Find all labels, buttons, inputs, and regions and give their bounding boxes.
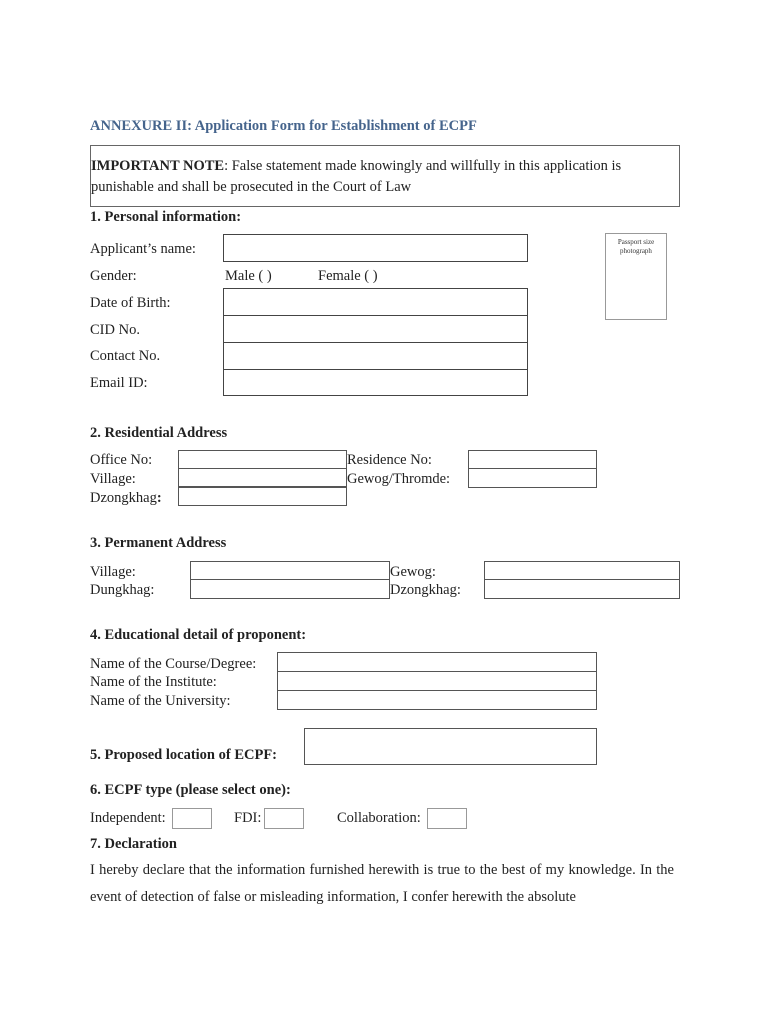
course-label: Name of the Course/Degree: [90, 656, 257, 672]
university-label: Name of the University: [90, 693, 231, 709]
passport-photo-label: Passport size photograph [617, 238, 655, 255]
gewog-thromde-field[interactable] [468, 468, 597, 488]
section-location-heading: 5. Proposed location of ECPF: [90, 747, 278, 763]
dungkhag-label: Dungkhag: [90, 582, 155, 598]
contact-label: Contact No. [90, 348, 161, 364]
gender-male-option[interactable]: Male ( ) [225, 268, 272, 284]
declaration-text: I hereby declare that the information furnished herewith is true to the best of my knowledge. In the event of detection of false or misleading information, I confer herewith the absolute [90, 862, 674, 905]
university-field[interactable] [277, 690, 597, 710]
gewog-thromde-label: Gewog/Thromde: [347, 471, 451, 487]
residential-village-field[interactable] [178, 468, 347, 487]
passport-photo-box[interactable] [605, 233, 667, 320]
contact-field[interactable] [223, 342, 528, 370]
gender-label: Gender: [90, 268, 137, 284]
section-education-heading: 4. Educational detail of proponent: [90, 627, 307, 643]
independent-checkbox[interactable] [172, 808, 212, 829]
section-type-heading: 6. ECPF type (please select one): [90, 782, 291, 798]
permanent-village-label: Village: [90, 564, 136, 580]
permanent-village-field[interactable] [190, 561, 390, 580]
dungkhag-field[interactable] [190, 579, 390, 599]
institute-label: Name of the Institute: [90, 674, 217, 690]
residence-no-label: Residence No: [347, 452, 432, 468]
important-note-text: : False statement made knowingly and willfully in this application is punishable and shall be prosecuted in the Court of Law [91, 158, 622, 195]
section-residential-heading: 2. Residential Address [90, 425, 228, 441]
office-no-label: Office No: [90, 452, 153, 468]
residence-no-field[interactable] [468, 450, 597, 469]
email-field[interactable] [223, 369, 528, 396]
course-field[interactable] [277, 652, 597, 672]
institute-field[interactable] [277, 671, 597, 691]
residential-dzongkhag-field[interactable] [178, 487, 347, 506]
form-title: ANNEXURE II: Application Form for Establishment of ECPF [90, 118, 477, 134]
dob-label: Date of Birth: [90, 295, 171, 311]
applicant-name-field[interactable] [223, 234, 528, 262]
office-no-field[interactable] [178, 450, 347, 469]
email-label: Email ID: [90, 375, 148, 391]
gender-female-option[interactable]: Female ( ) [318, 268, 378, 284]
independent-label: Independent: [90, 810, 166, 826]
fdi-checkbox[interactable] [264, 808, 304, 829]
collaboration-label: Collaboration: [337, 810, 421, 826]
important-note-box [90, 145, 680, 207]
collaboration-checkbox[interactable] [427, 808, 467, 829]
applicant-name-label: Applicant’s name: [90, 241, 196, 257]
section-permanent-heading: 3. Permanent Address [90, 535, 227, 551]
residential-village-label: Village: [90, 471, 136, 487]
fdi-label: FDI: [234, 810, 262, 826]
important-note-heading: IMPORTANT NOTE [91, 158, 225, 174]
permanent-gewog-label: Gewog: [390, 564, 436, 580]
permanent-dzongkhag-label: Dzongkhag: [390, 582, 461, 598]
cid-label: CID No. [90, 322, 140, 338]
permanent-dzongkhag-field[interactable] [484, 579, 680, 599]
dob-field[interactable] [223, 288, 528, 316]
section-declaration-heading: 7. Declaration [90, 836, 177, 852]
section-personal-heading: 1. Personal information: [90, 209, 242, 225]
permanent-gewog-field[interactable] [484, 561, 680, 580]
cid-field[interactable] [223, 315, 528, 343]
residential-dzongkhag-label: Dzongkhag: [90, 490, 162, 506]
proposed-location-field[interactable] [304, 728, 597, 765]
